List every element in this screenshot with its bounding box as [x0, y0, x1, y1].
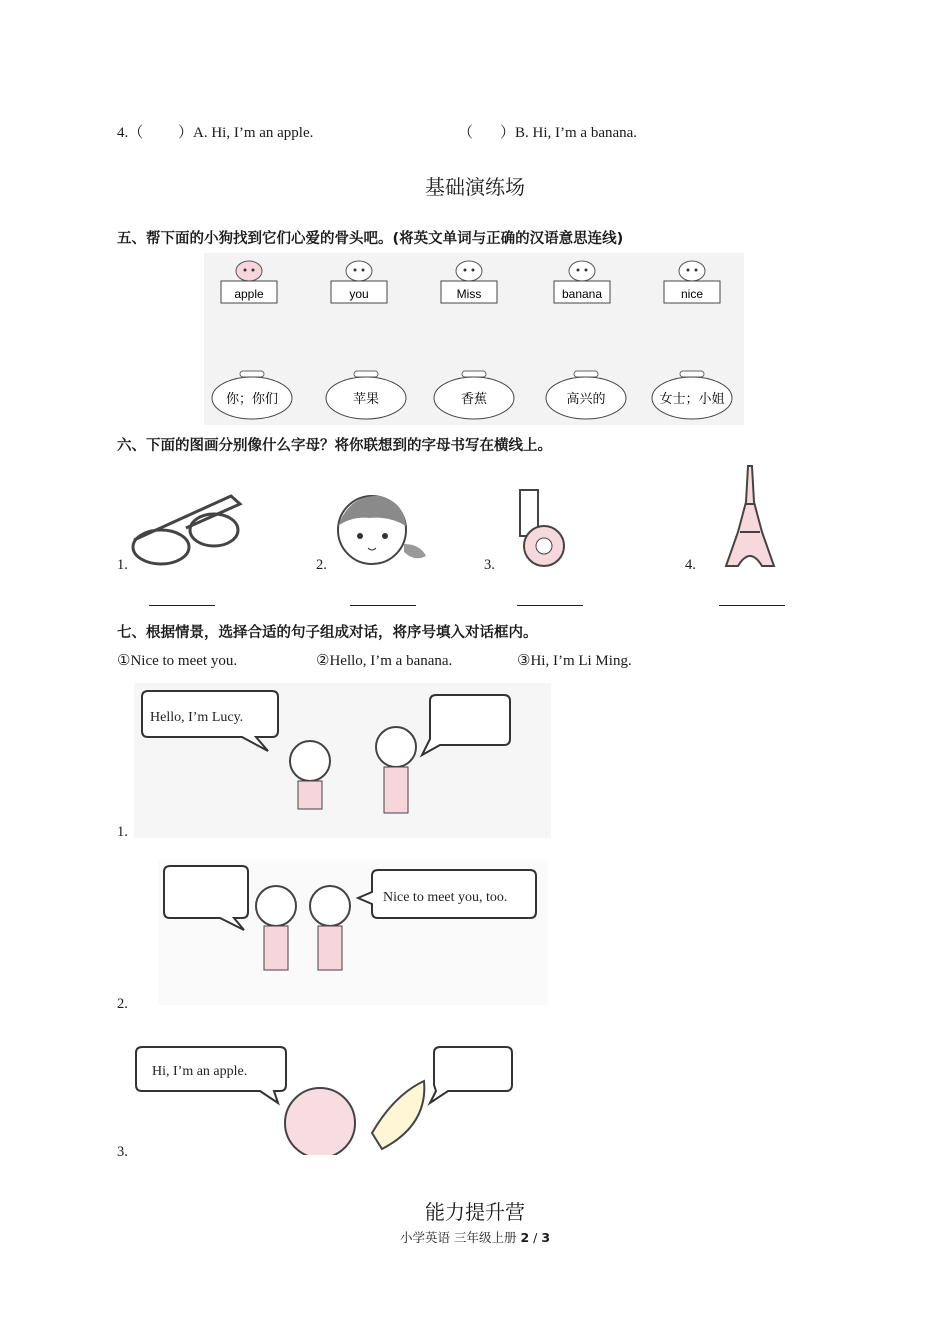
meaning-3: 香蕉 [460, 391, 488, 406]
q4-option-b: ）B. Hi, I’m a banana. [500, 125, 638, 141]
option-3: ③Hi, I’m Li Ming. [517, 653, 632, 669]
scene2-figure [158, 860, 548, 1005]
scene1-bubble-text: Hello, I’m Lucy. [150, 710, 244, 725]
q4-number: 4.（ [117, 125, 144, 141]
meaning-4: 高兴的 [566, 391, 606, 406]
scene2-label: 2. [117, 996, 128, 1012]
whistle-icon [510, 486, 580, 570]
section7-title: 七、根据情景，选择合适的句子组成对话，将序号填入对话框内。 [117, 625, 538, 641]
s6-label-4: 4. [685, 557, 696, 573]
footer-sep: / [533, 1230, 538, 1245]
empty-bubble-1[interactable] [422, 695, 510, 755]
footer-page: 2 [520, 1230, 530, 1245]
word-apple: apple [234, 287, 264, 301]
heading-basic: 基础演练场 [425, 175, 525, 199]
scene1-label: 1. [117, 824, 128, 840]
heading-advanced: 能力提升营 [425, 1200, 525, 1224]
empty-bubble-3[interactable] [430, 1047, 512, 1103]
scene1-figure [134, 683, 551, 838]
scene3-bubble-text: Hi, I’m an apple. [152, 1064, 248, 1079]
footer-total: 3 [541, 1230, 551, 1245]
s6-answer-line-3[interactable] [517, 605, 583, 606]
q4-option-a: ）A. Hi, I’m an apple. [178, 125, 314, 141]
dogs-bones-figure [204, 253, 744, 425]
s6-label-3: 3. [484, 557, 495, 573]
word-you: you [349, 287, 369, 301]
banana-icon [372, 1081, 424, 1149]
word-nice: nice [680, 287, 704, 301]
s6-label-2: 2. [316, 557, 327, 573]
footer-text: 小学英语 三年级上册 [399, 1230, 517, 1245]
scene2-bubble-text: Nice to meet you, too. [383, 890, 508, 905]
girl-face-icon [330, 488, 430, 570]
section6-title: 六、下面的图画分别像什么字母？将你联想到的字母书写在横线上。 [117, 438, 552, 454]
q4-option-b-open: （ [458, 125, 474, 141]
meaning-5: 女士；小姐 [659, 391, 725, 406]
s6-answer-line-2[interactable] [350, 605, 416, 606]
s6-answer-line-1[interactable] [149, 605, 215, 606]
word-banana: banana [561, 287, 603, 301]
page-footer [0, 1228, 950, 1246]
s6-answer-line-4[interactable] [719, 605, 785, 606]
eiffel-tower-icon [700, 462, 800, 570]
scene3-figure [132, 1045, 522, 1155]
apple-icon [285, 1088, 355, 1155]
meaning-2: 苹果 [352, 391, 380, 406]
meaning-1: 你；你们 [225, 391, 279, 406]
section5-title: 五、帮下面的小狗找到它们心爱的骨头吧。(将英文单词与正确的汉语意思连线) [117, 231, 624, 247]
scene3-label: 3. [117, 1144, 128, 1160]
option-2: ②Hello, I’m a banana. [316, 653, 453, 669]
option-1: ①Nice to meet you. [117, 653, 238, 669]
s6-label-1: 1. [117, 557, 128, 573]
glasses-icon [126, 490, 246, 570]
word-miss: Miss [456, 287, 482, 301]
